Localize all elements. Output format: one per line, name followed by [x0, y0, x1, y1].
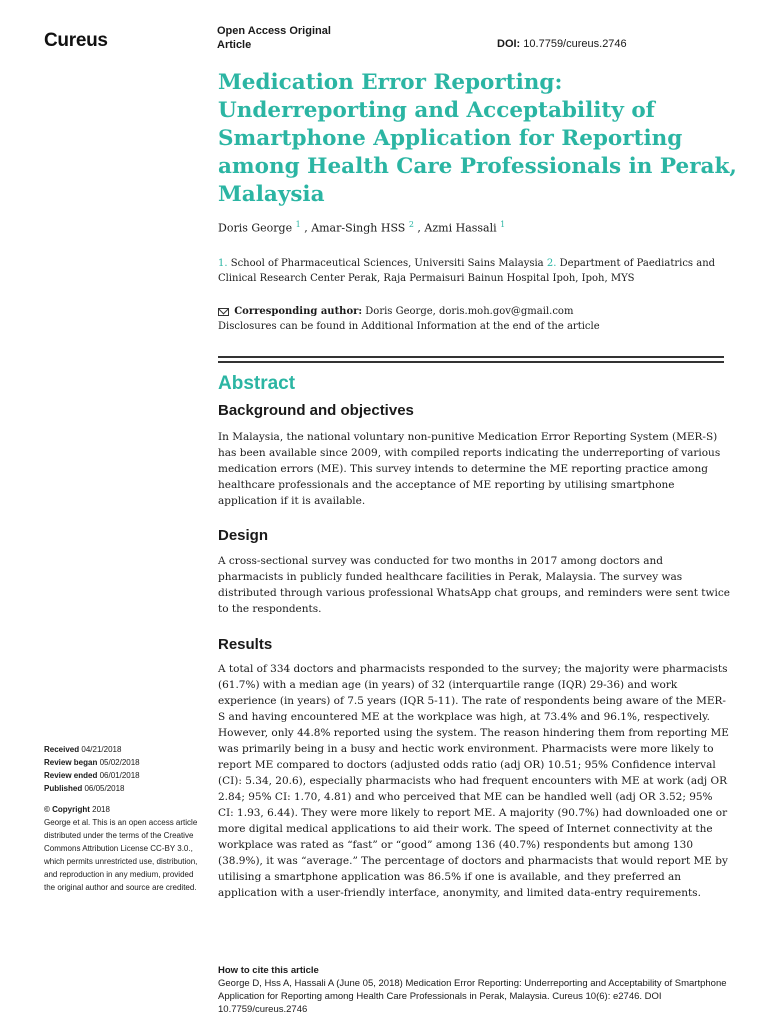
article-type	[217, 24, 377, 52]
author-separator: ,	[304, 221, 312, 235]
article-type-line2: Article	[217, 39, 252, 51]
citation-block	[218, 964, 738, 1016]
author-affiliation-ref[interactable]: 1	[500, 220, 506, 229]
author-name[interactable]: Doris George	[218, 221, 293, 235]
author-list	[218, 220, 738, 235]
affiliation-text: School of Pharmaceutical Sciences, Universiti Sains Malaysia	[230, 258, 544, 269]
divider	[218, 356, 724, 358]
journal-logo: Cureus	[44, 30, 108, 51]
license-text: George et al. This is an open access article distributed under the terms of the Creative Commons Attribution License CC-BY 3.0., which permits unrestricted use, distribution, and reproduction in any medium, provided the original author and source are credited.	[44, 818, 198, 892]
published-label: Published	[44, 784, 83, 793]
copyright-block	[44, 803, 199, 894]
copyright-year: 2018	[92, 805, 110, 814]
doi	[497, 38, 627, 50]
author-separator: ,	[417, 221, 425, 235]
mail-icon	[218, 308, 229, 316]
received-date: 04/21/2018	[81, 745, 122, 754]
article-dates	[44, 743, 204, 795]
section-heading-results: Results	[218, 636, 273, 653]
affiliation-number: 2.	[546, 258, 557, 269]
corresponding-author-block	[218, 304, 738, 334]
disclosures-note: Disclosures can be found in Additional Information at the end of the article	[218, 321, 600, 332]
section-heading-design: Design	[218, 527, 269, 544]
author-name[interactable]: Azmi Hassali	[424, 221, 497, 235]
published-date: 06/05/2018	[84, 784, 125, 793]
doi-label: DOI:	[497, 38, 521, 50]
review-began-date: 05/02/2018	[99, 758, 140, 767]
review-ended-label: Review ended	[44, 771, 98, 780]
affiliation-number: 1.	[218, 258, 228, 269]
author-affiliation-ref[interactable]: 1	[295, 220, 301, 229]
corresponding-value[interactable]: Doris George, doris.moh.gov@gmail.com	[365, 306, 574, 317]
review-ended-date: 06/01/2018	[99, 771, 140, 780]
section-heading-background: Background and objectives	[218, 402, 414, 419]
article-title: Medication Error Reporting: Underreporting and Acceptability of Smartphone Application for Reporting among Health Care Professionals in Perak, Malaysia	[218, 70, 737, 207]
citation-heading: How to cite this article	[218, 965, 319, 976]
affiliation-text: Department of Paediatrics and Clinical Research Center Perak, Raja Permaisuri Bainun Hospital Ipoh, Ipoh, MYS	[218, 258, 716, 284]
section-text-background: In Malaysia, the national voluntary non-punitive Medication Error Reporting System (MER-S) has been available since 2009, with compiled reports indicating the underreporting of various medication errors (ME). This survey intends to determine the ME reporting practice among healthcare professionals and the acceptance of ME reporting by utilising smartphone application if it is available.	[218, 431, 721, 507]
copyright-label: © Copyright	[44, 805, 90, 814]
corresponding-label: Corresponding author:	[234, 306, 363, 317]
section-text-results: A total of 334 doctors and pharmacists responded to the survey; the majority were pharmacists (61.7%) with a median age (in years) of 32 (interquartile range (IQR) 29-36) and work experience (in years) of 7.5 years (IQR 5-11). The rate of respondents being aware of the MER-S and having encountered ME at the workplace was high, at 73.4% and 96.1%, respectively. However, only 44.8% reported using the system. The reason hindering them from reporting ME was primarily being in a busy and hectic work environment. Pharmacists were more likely to report ME compared to doctors (adjusted odds ratio (adj OR) 10.51; 95% Confidence interval (CI): 5.34, 20.6), especially pharmacists who had frequent encounters with ME at work (adj OR 2.84; 95% CI: 1.70, 4.81) and who perceived that ME can be handled well (adj OR 3.52; 95% CI: 1.93, 6.44). They were more likely to report ME. A majority (90.7%) had downloaded one or more digital medical applications to aid their work. The speed of Internet connectivity at the workplace was rated as “fast” or “good” among 136 (40.7%) respondents but among 130 (38.9%), it was “average.” The percentage of doctors and pharmacists that would report ME by utilising a smartphone application was 86.5% if one is available, and they preferred an application with a user-friendly interface, anonymity, and limited data-entry requirements.	[218, 663, 729, 899]
abstract-heading: Abstract	[218, 373, 296, 394]
article-type-line1: Open Access Original	[217, 25, 331, 37]
author-affiliation-ref[interactable]: 2	[408, 220, 414, 229]
received-label: Received	[44, 745, 80, 754]
review-began-label: Review began	[44, 758, 98, 767]
divider	[218, 361, 724, 363]
doi-value[interactable]: 10.7759/cureus.2746	[523, 38, 627, 50]
author-name[interactable]: Amar-Singh HSS	[311, 221, 406, 235]
section-text-design: A cross-sectional survey was conducted for two months in 2017 among doctors and pharmacists in publicly funded healthcare facilities in Perak, Malaysia. The survey was distributed through various professional WhatsApp chat groups, and reminders were sent twice to the respondents.	[218, 555, 730, 615]
citation-text: George D, Hss A, Hassali A (June 05, 2018) Medication Error Reporting: Underreporting and Acceptability of Smartphone Application for Reporting among Health Care Professionals in Perak, Malaysia. Cureus 10(6): e2746. DOI 10.7759/cureus.2746	[218, 978, 727, 1015]
affiliations	[218, 256, 738, 286]
